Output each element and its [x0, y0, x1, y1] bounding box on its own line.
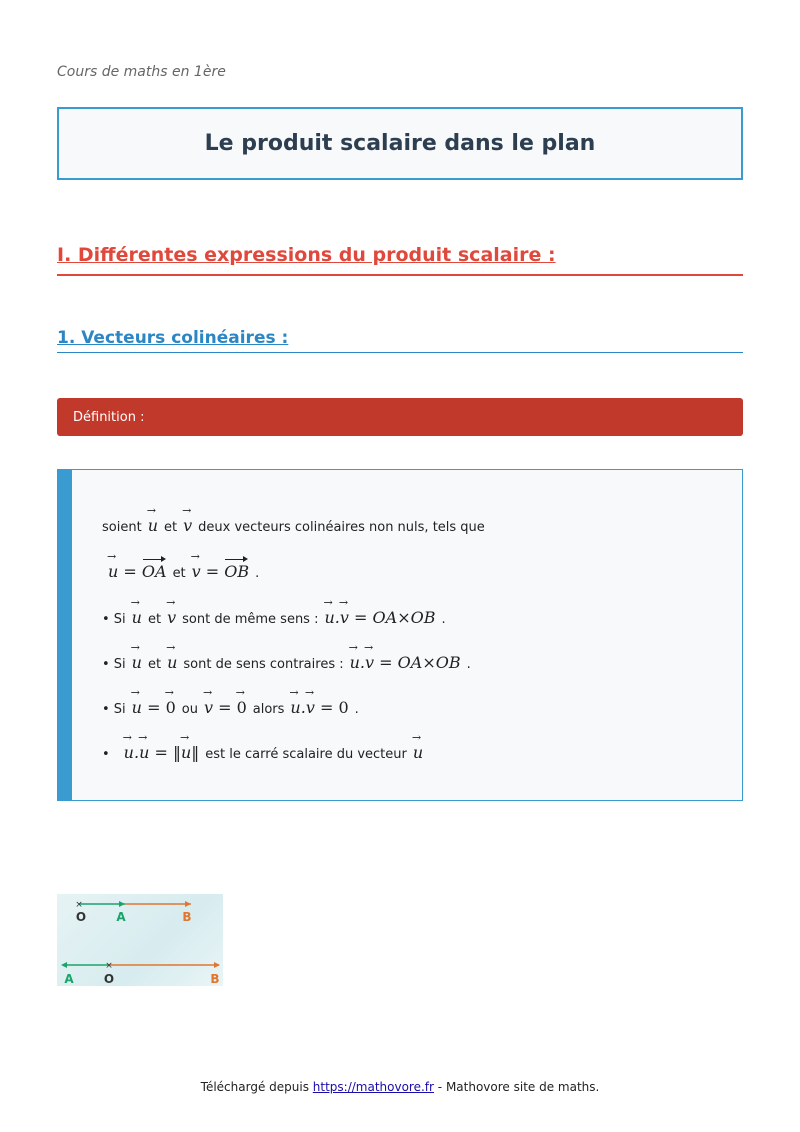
course-subtitle: Cours de maths en 1ère — [57, 64, 226, 80]
subsection-heading: 1. Vecteurs colinéaires : — [57, 328, 743, 353]
same-et: et — [147, 612, 162, 627]
footer-suffix: - Mathovore site de maths. — [437, 1080, 600, 1094]
title-box — [57, 107, 743, 180]
math-vector-u: u → — [148, 516, 158, 535]
page-footer — [0, 1080, 800, 1094]
math-uv-equals-oa-ob: u →.v → = OA×OB — [324, 608, 435, 627]
top-oa-arrowhead — [119, 901, 125, 907]
top-label-b: B — [182, 910, 192, 924]
math-v-equals-zero: v → = 0 → — [204, 698, 247, 717]
bottom-o-cross: × — [105, 961, 113, 971]
bottom-oa-arrowhead — [61, 962, 67, 968]
math-vector-u: u → — [132, 608, 142, 627]
footer-link[interactable]: https://mathovore.fr — [312, 1080, 434, 1094]
math-uv-equals-zero: u →.v → = 0 — [290, 698, 348, 717]
math-uu-equals-norm: u →.u → = ‖u →‖ — [124, 743, 200, 762]
page-title: Le produit scalaire dans le plan — [204, 131, 596, 156]
collinear-vectors-figure — [57, 894, 223, 986]
zero-ou: ou — [181, 702, 198, 717]
math-vector-u: u → — [132, 653, 142, 672]
bottom-label-a: A — [64, 972, 74, 986]
top-label-o: O — [75, 910, 87, 924]
bottom-label-b: B — [210, 972, 220, 986]
definition-label: Définition : — [73, 409, 145, 425]
equations-et: et — [172, 566, 186, 581]
contrary-si: • Si — [102, 657, 126, 672]
rule-contrary-sense — [102, 653, 471, 672]
footer-prefix: Téléchargé depuis — [200, 1080, 309, 1094]
same-end: . — [441, 612, 446, 627]
definition-box — [57, 469, 743, 801]
math-u-equals-zero: u → = 0 → — [132, 698, 176, 717]
zero-end: . — [354, 702, 359, 717]
definition-equations: u → = OA et v → = OB . — [102, 562, 259, 581]
top-label-a: A — [116, 910, 126, 924]
top-o-cross: × — [75, 900, 83, 910]
contrary-text: sont de sens contraires : — [183, 657, 344, 672]
math-vector-u: u → — [167, 653, 177, 672]
definition-intro — [102, 516, 485, 535]
rule-same-sense — [102, 608, 446, 627]
collinear-vectors-svg — [57, 894, 223, 986]
rule-scalar-square — [102, 743, 429, 762]
math-u-equals-oa: u → = OA — [108, 562, 167, 581]
bottom-ob-arrowhead — [214, 962, 220, 968]
rule-zero-vector — [102, 698, 359, 717]
math-v-equals-ob: v → = OB — [192, 562, 250, 581]
definition-bar — [57, 398, 743, 436]
top-ab-arrowhead — [185, 901, 191, 907]
square-bullet: • — [102, 747, 110, 762]
contrary-et: et — [147, 657, 162, 672]
square-text: est le carré scalaire du vecteur — [205, 747, 407, 762]
intro-soient: soient — [102, 520, 142, 535]
section-heading: I. Différentes expressions du produit scalaire : — [57, 244, 743, 276]
zero-si: • Si — [102, 702, 126, 717]
same-si: • Si — [102, 612, 126, 627]
intro-rest: deux vecteurs colinéaires non nuls, tels que — [198, 520, 485, 535]
math-vector-v: v → — [167, 608, 176, 627]
math-vector-v: v → — [183, 516, 192, 535]
bottom-label-o: O — [103, 972, 115, 986]
math-vector-u: u → — [413, 743, 423, 762]
math-uv-equals-oa-ob: u →.v → = OA×OB — [350, 653, 461, 672]
zero-alors: alors — [252, 702, 285, 717]
same-text: sont de même sens : — [182, 612, 319, 627]
contrary-end: . — [466, 657, 471, 672]
intro-et: et — [164, 520, 178, 535]
